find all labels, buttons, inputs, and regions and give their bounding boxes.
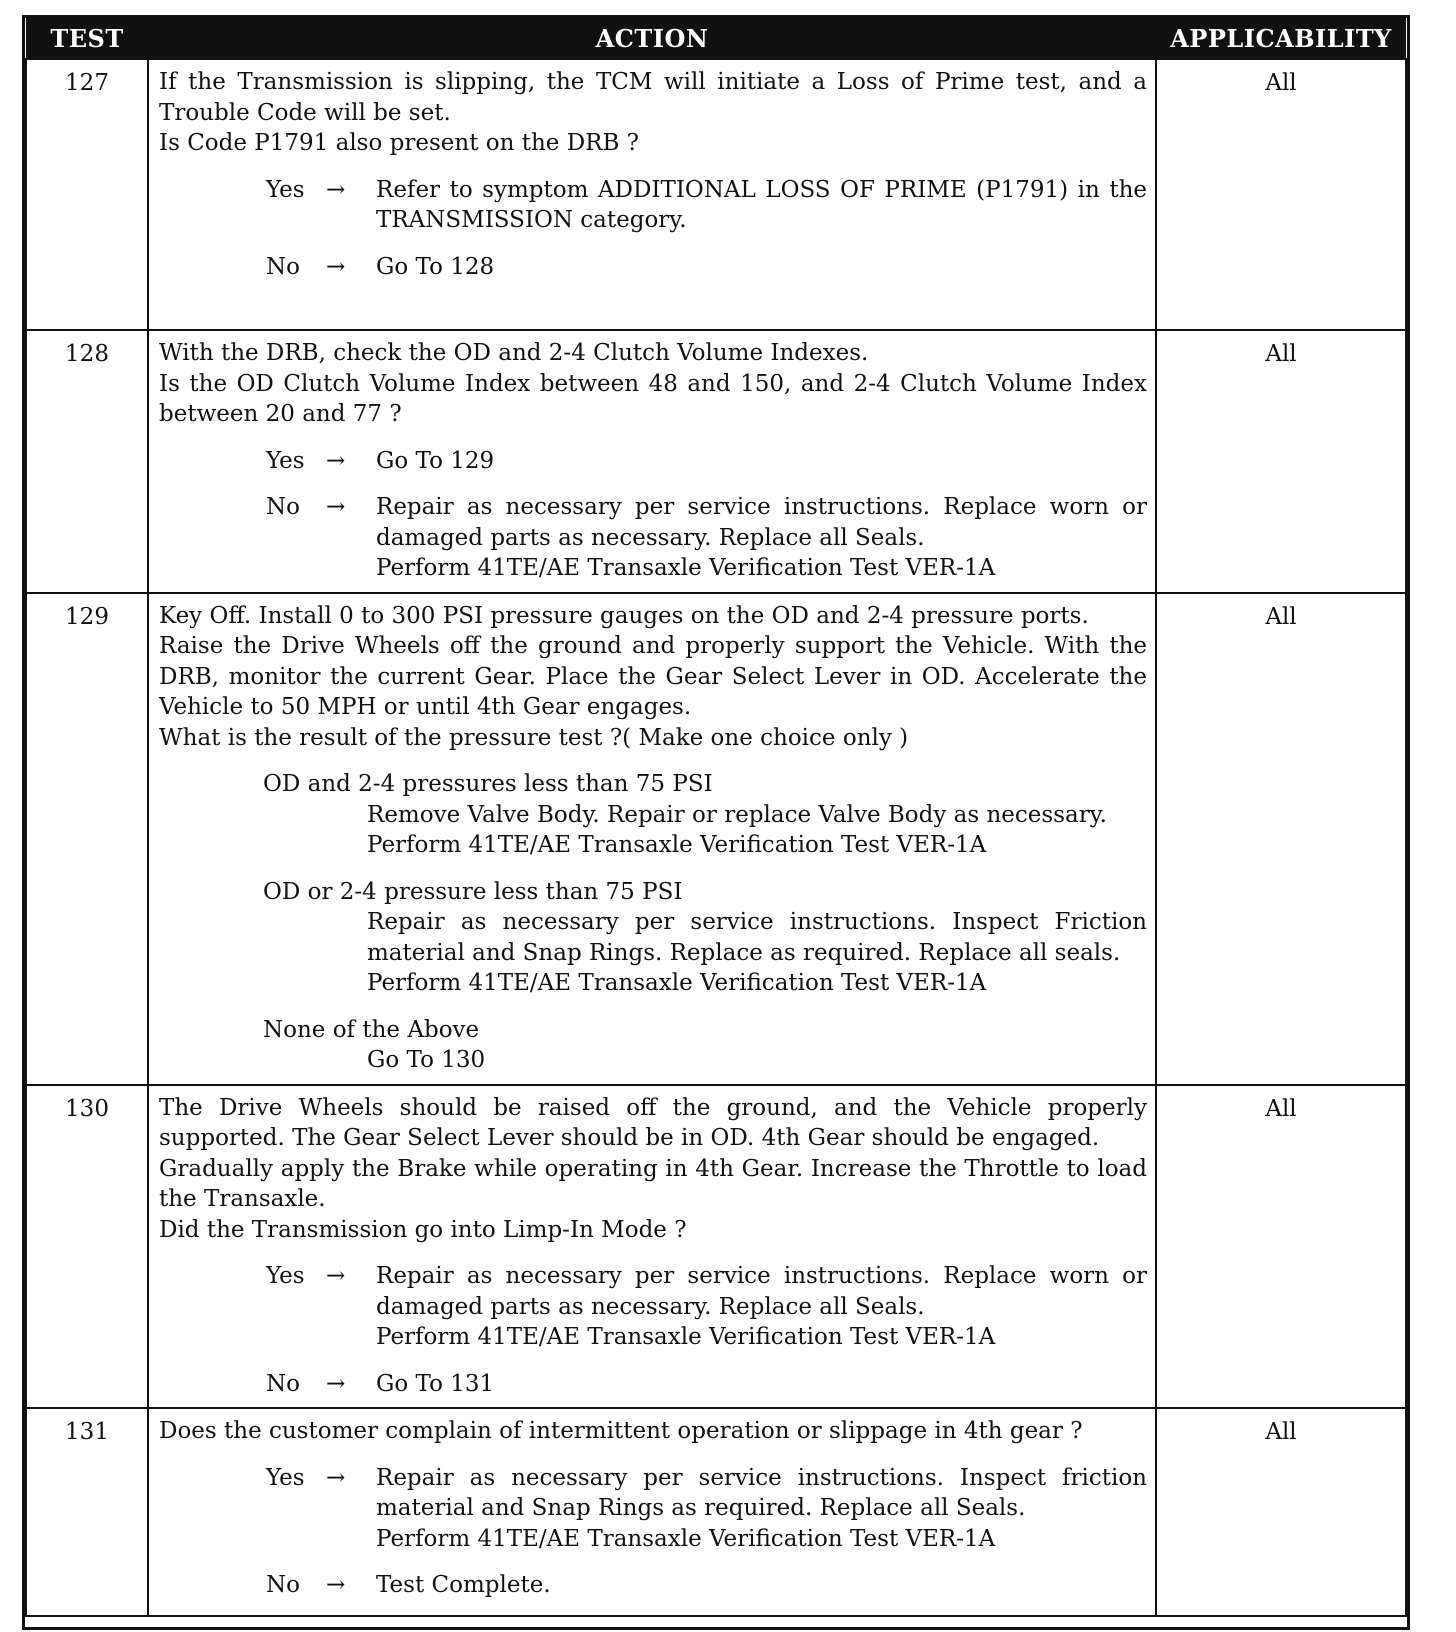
action-cell <box>148 1085 1156 1409</box>
choice-result-line: Perform 41TE/AE Transaxle Verification Test VER-1A <box>367 970 987 996</box>
choice-result-line: Go To 130 <box>367 1047 486 1073</box>
header-test: TEST <box>26 18 148 59</box>
yes-label: Yes <box>266 447 305 474</box>
test-table <box>25 18 1407 1617</box>
choice-label: None of the Above <box>263 1016 480 1043</box>
result-choice <box>263 1015 1147 1076</box>
yes-result-line: Perform 41TE/AE Transaxle Verification Test VER-1A <box>376 1525 996 1552</box>
applicability-value: All <box>1156 593 1406 1085</box>
no-branch <box>159 1369 1147 1400</box>
table-row <box>26 59 1406 330</box>
arrow-right-icon: → <box>326 1464 346 1491</box>
result-choice <box>263 769 1147 861</box>
test-number: 131 <box>26 1408 148 1616</box>
applicability-value: All <box>1156 330 1406 593</box>
table-row <box>26 593 1406 1085</box>
question-text: Is the OD Clutch Volume Index between 48 and 150, and 2-4 Clutch Volume Index between 20 and 77 ? <box>159 370 1147 427</box>
no-branch <box>159 1570 1147 1601</box>
no-branch <box>159 252 1147 283</box>
table-row <box>26 330 1406 593</box>
no-label: No <box>266 253 300 280</box>
result-choice <box>263 877 1147 999</box>
applicability-value: All <box>1156 59 1406 330</box>
yes-result <box>376 446 1147 477</box>
no-label: No <box>266 1572 300 1598</box>
no-label: No <box>266 494 300 520</box>
arrow-right-icon: → <box>326 494 346 520</box>
question-text: Is Code P1791 also present on the DRB ? <box>159 130 640 156</box>
choice-label: OD or 2-4 pressure less than 75 PSI <box>263 878 683 905</box>
yes-branch <box>159 446 1147 477</box>
arrow-right-icon: → <box>326 1370 346 1397</box>
question-text: Gradually apply the Brake while operating in 4th Gear. Increase the Throttle to load the Transaxle. <box>159 1155 1147 1212</box>
yes-branch <box>159 175 1147 236</box>
arrow-right-icon: → <box>326 1572 346 1598</box>
no-branch <box>159 492 1147 584</box>
action-cell <box>148 330 1156 593</box>
no-result <box>376 1369 1147 1400</box>
applicability-value: All <box>1156 1085 1406 1409</box>
yes-result-line: Go To 129 <box>376 447 495 474</box>
table-row <box>26 1408 1406 1616</box>
applicability-value: All <box>1156 1408 1406 1616</box>
yes-branch <box>159 1463 1147 1555</box>
yes-result-line: Perform 41TE/AE Transaxle Verification Test VER-1A <box>376 1324 996 1350</box>
question-text: Does the customer complain of intermittent operation or slippage in 4th gear ? <box>159 1418 1083 1444</box>
diagnostic-test-table <box>22 15 1410 1630</box>
action-cell <box>148 59 1156 330</box>
no-result <box>376 252 1147 283</box>
yes-result <box>376 1463 1147 1555</box>
header-action: ACTION <box>148 18 1156 59</box>
arrow-right-icon: → <box>326 253 346 280</box>
question-text: If the Transmission is slipping, the TCM will initiate a Loss of Prime test, and a Trouble Code will be set. <box>159 69 1147 126</box>
table-row <box>26 1085 1406 1409</box>
question-text: What is the result of the pressure test ?( Make one choice only ) <box>159 724 909 751</box>
no-result-line: Test Complete. <box>376 1572 551 1598</box>
action-cell <box>148 1408 1156 1616</box>
no-label: No <box>266 1370 300 1397</box>
yes-label: Yes <box>266 1263 305 1289</box>
yes-label: Yes <box>266 176 305 203</box>
yes-result-line: Repair as necessary per service instructions. Inspect friction material and Snap Rings as required. Replace all Seals. <box>376 1464 1147 1521</box>
choice-result-line: Repair as necessary per service instructions. Inspect Friction material and Snap Rings. Replace as required. Replace all seals. <box>367 909 1147 966</box>
header-applicability: APPLICABILITY <box>1156 18 1406 59</box>
no-result-line: Go To 131 <box>376 1370 495 1397</box>
yes-branch <box>159 1261 1147 1353</box>
choice-result-line: Remove Valve Body. Repair or replace Valve Body as necessary. <box>367 801 1107 828</box>
question-text: Key Off. Install 0 to 300 PSI pressure gauges on the OD and 2-4 pressure ports. <box>159 602 1089 629</box>
question-text: With the DRB, check the OD and 2-4 Clutch Volume Indexes. <box>159 340 869 366</box>
question-text: Raise the Drive Wheels off the ground and properly support the Vehicle. With the DRB, monitor the current Gear. Place the Gear Select Lever in OD. Accelerate the Vehicle to 50 MPH or until 4th Gear engages. <box>159 633 1147 720</box>
no-result-line: Perform 41TE/AE Transaxle Verification Test VER-1A <box>376 555 996 581</box>
test-rows <box>26 59 1406 1616</box>
no-result <box>376 1570 1147 1601</box>
test-number: 130 <box>26 1085 148 1409</box>
header-row <box>26 18 1406 59</box>
arrow-right-icon: → <box>326 447 346 474</box>
yes-result <box>376 1261 1147 1353</box>
yes-result-line: Refer to symptom ADDITIONAL LOSS OF PRIME (P1791) in the TRANSMISSION category. <box>376 176 1147 233</box>
no-result-line: Go To 128 <box>376 253 495 280</box>
choice-label: OD and 2-4 pressures less than 75 PSI <box>263 771 713 797</box>
test-number: 127 <box>26 59 148 330</box>
no-result <box>376 492 1147 584</box>
question-text: Did the Transmission go into Limp-In Mode ? <box>159 1216 687 1243</box>
arrow-right-icon: → <box>326 1263 346 1289</box>
test-number: 128 <box>26 330 148 593</box>
arrow-right-icon: → <box>326 176 346 203</box>
test-number: 129 <box>26 593 148 1085</box>
yes-result-line: Repair as necessary per service instructions. Replace worn or damaged parts as necessary. Replace all Seals. <box>376 1263 1147 1320</box>
yes-label: Yes <box>266 1464 305 1491</box>
action-cell <box>148 593 1156 1085</box>
choice-result-line: Perform 41TE/AE Transaxle Verification Test VER-1A <box>367 832 987 858</box>
no-result-line: Repair as necessary per service instructions. Replace worn or damaged parts as necessary. Replace all Seals. <box>376 494 1147 551</box>
yes-result <box>376 175 1147 236</box>
question-text: The Drive Wheels should be raised off the ground, and the Vehicle properly supported. The Gear Select Lever should be in OD. 4th Gear should be engaged. <box>159 1094 1147 1151</box>
